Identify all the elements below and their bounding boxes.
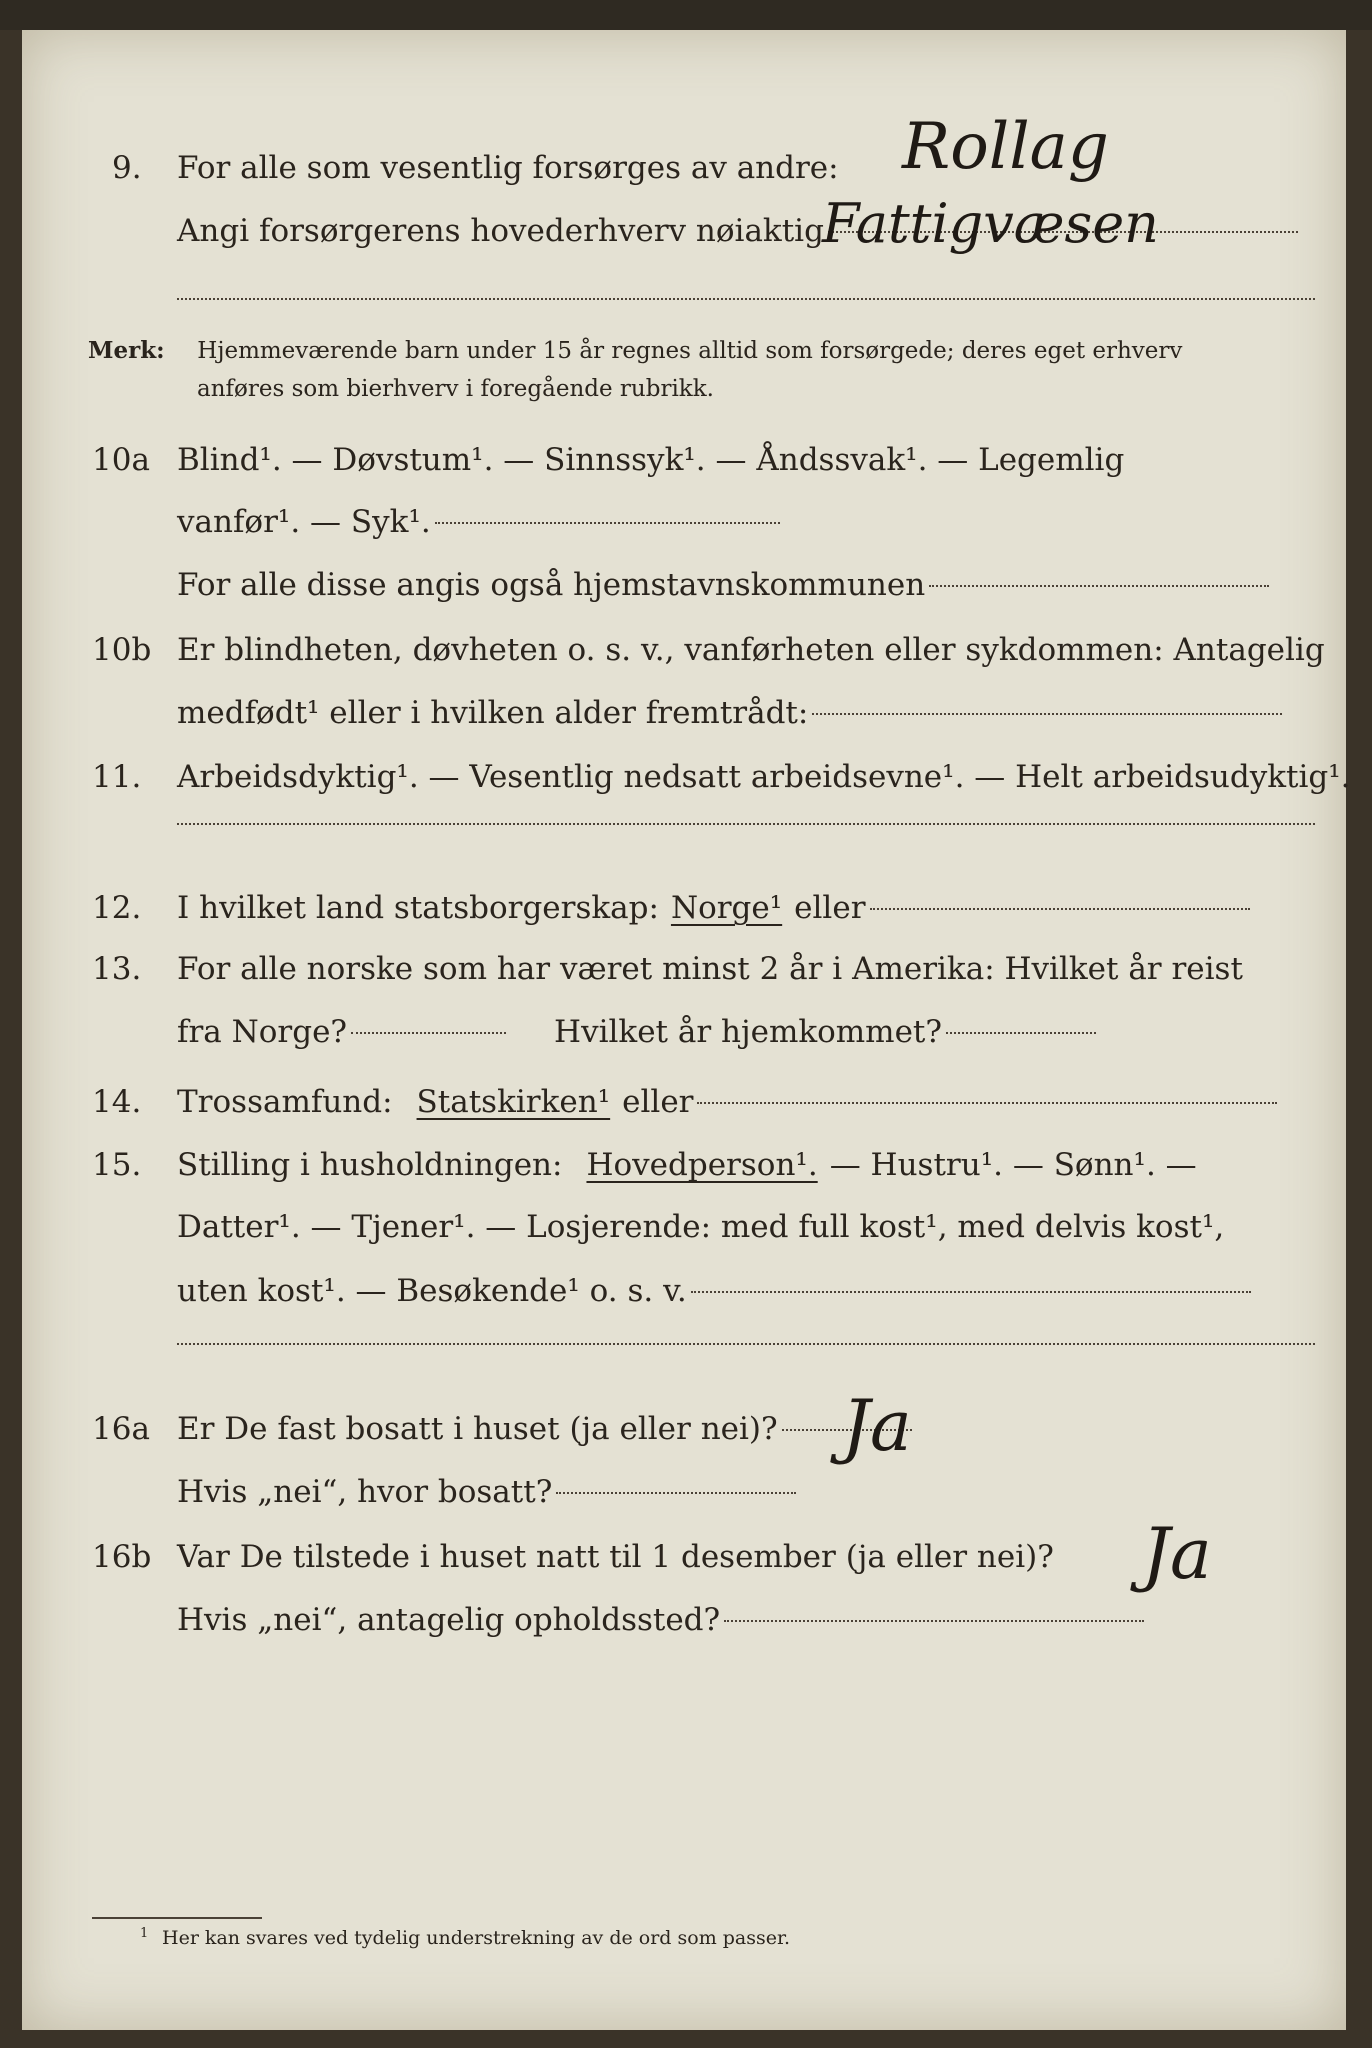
question-text: I hvilket land statsborgerskap: [177, 890, 659, 926]
answer-line[interactable] [177, 823, 1315, 825]
question-number: 13. [92, 951, 142, 987]
note-label: Merk: [88, 337, 165, 364]
question-10a-row-2 [22, 497, 1346, 547]
question-15-row-1 [22, 1140, 1346, 1190]
handwritten-answer-provider-name: Rollag [902, 110, 1109, 184]
question-text: Arbeidsdyktig¹. — Vesentlig nedsatt arbeidsevne¹. — Helt arbeidsudyktig¹. [177, 759, 1351, 795]
question-text: Var De tilstede i huset natt til 1 desember (ja eller nei)? [177, 1539, 1054, 1575]
answer-line[interactable] [697, 1100, 1277, 1104]
question-number: 14. [92, 1084, 142, 1120]
answer-line[interactable] [946, 1030, 1096, 1034]
question-number: 11. [92, 759, 142, 795]
question-number: 16b [92, 1539, 152, 1575]
question-text: uten kost¹. — Besøkende¹ o. s. v. [177, 1273, 687, 1309]
question-12-row [22, 883, 1346, 933]
footnote-text: Her kan svares ved tydelig understrekning av de ord som passer. [162, 1927, 791, 1949]
question-13-row-1 [22, 944, 1346, 994]
question-number: 16a [92, 1411, 150, 1447]
scan-border-top [0, 0, 1372, 30]
question-text: Stilling i husholdningen: [177, 1147, 563, 1183]
question-text: For alle norske som har været minst 2 år i Amerika: Hvilket år reist [177, 951, 1243, 987]
question-text: Angi forsørgerens hovederhverv nøiaktig [177, 213, 824, 249]
question-text: vanfør¹. — Syk¹. [177, 504, 431, 540]
question-text: medfødt¹ eller i hvilken alder fremtrådt: [177, 695, 809, 731]
question-text: Blind¹. — Døvstum¹. — Sinnssyk¹. — Åndssvak¹. — Legemlig [177, 442, 1125, 478]
answer-line[interactable] [556, 1490, 796, 1494]
question-text: eller [622, 1084, 694, 1120]
handwritten-answer-resident: Ja [842, 1385, 912, 1467]
question-number: 10a [92, 442, 150, 478]
footnote-mark: 1 [140, 1926, 149, 1941]
note-row-1 [88, 332, 1182, 370]
question-text: fra Norge? [177, 1014, 348, 1050]
question-text: Hvis „nei“, hvor bosatt? [177, 1474, 553, 1510]
question-text: Trossamfund: [177, 1084, 393, 1120]
answer-line[interactable] [724, 1618, 1144, 1622]
question-10b-row-1 [22, 625, 1346, 675]
answer-line[interactable] [870, 906, 1250, 910]
question-number: 15. [92, 1147, 142, 1183]
answer-line[interactable] [435, 520, 780, 524]
question-text: eller [794, 890, 866, 926]
question-10b-row-2 [22, 688, 1346, 738]
handwritten-answer-present: Ja [1142, 1513, 1212, 1595]
question-14-row [22, 1077, 1346, 1127]
question-text: Hvis „nei“, antagelig opholdssted? [177, 1602, 721, 1638]
footnote-rule [92, 1917, 262, 1919]
note-text: anføres som bierhverv i foregående rubrikk. [197, 376, 714, 402]
question-10a-row-1 [22, 435, 1346, 485]
question-16a-row-2 [22, 1467, 1346, 1517]
question-text: — Hustru¹. — Sønn¹. — [829, 1147, 1197, 1183]
note-text: Hjemmeværende barn under 15 år regnes alltid som forsørgede; deres eget erhverv [197, 338, 1183, 364]
question-text: Er blindheten, døvheten o. s. v., vanførheten eller sykdommen: Antagelig [177, 632, 1325, 668]
underlined-choice[interactable]: Statskirken¹ [416, 1084, 611, 1120]
question-16a-row-1 [22, 1404, 1346, 1454]
answer-line[interactable] [351, 1030, 506, 1034]
question-13-row-2 [22, 1007, 1346, 1057]
question-text: For alle disse angis også hjemstavnskommunen [177, 567, 926, 603]
underlined-choice[interactable]: Hovedperson¹. [586, 1147, 818, 1183]
handwritten-answer-occupation: Fattigvæsen [822, 192, 1159, 255]
question-text: Hvilket år hjemkommet? [554, 1014, 943, 1050]
census-form-page [22, 30, 1351, 2030]
question-text: Er De fast bosatt i huset (ja eller nei)? [177, 1411, 778, 1447]
question-15-row-3 [22, 1266, 1346, 1316]
question-number: 10b [92, 632, 152, 668]
question-16b-row-2 [22, 1595, 1346, 1645]
question-text: Datter¹. — Tjener¹. — Losjerende: med full kost¹, med delvis kost¹, [177, 1209, 1225, 1245]
question-15-row-2 [22, 1202, 1346, 1252]
question-11-row-1 [22, 752, 1351, 802]
question-text: For alle som vesentlig forsørges av andre: [177, 150, 839, 186]
answer-line[interactable] [177, 1343, 1315, 1345]
question-number: 9. [112, 150, 142, 186]
question-10a-row-3 [22, 560, 1346, 610]
answer-line[interactable] [691, 1289, 1251, 1293]
underlined-choice[interactable]: Norge¹ [670, 890, 783, 926]
separator-line [177, 298, 1315, 300]
question-9-row-1 [22, 143, 1346, 193]
answer-line[interactable] [929, 583, 1269, 587]
question-number: 12. [92, 890, 142, 926]
answer-line[interactable] [812, 711, 1282, 715]
note-row-2 [197, 370, 714, 408]
